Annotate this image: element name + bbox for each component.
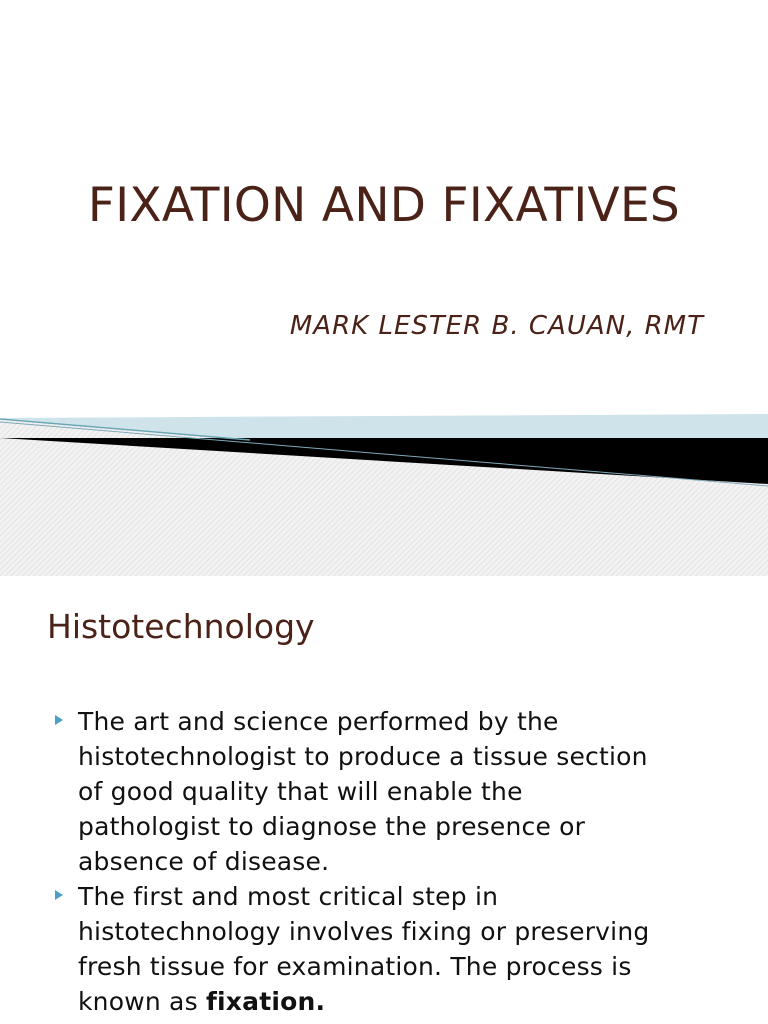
bullet-line: fresh tissue for examination. The process is (78, 952, 632, 981)
content-slide (0, 576, 768, 1024)
bullet-line: pathologist to diagnose the presence or (78, 812, 586, 841)
emphasized-term: fixation. (205, 987, 326, 1016)
slide-heading: Histotechnology (47, 607, 315, 646)
decorative-wedge-band (0, 400, 768, 576)
triangle-right-icon (55, 715, 63, 725)
bullet-line: histotechnology involves fixing or preserving (78, 917, 650, 946)
bullet-line: known as (78, 987, 206, 1016)
triangle-right-icon (55, 890, 63, 900)
bullet-line: The art and science performed by the (78, 707, 559, 736)
slide-subtitle-author: MARK LESTER B. CAUAN, RMT (289, 311, 704, 341)
bullet-item (45, 879, 745, 1019)
bullet-line: of good quality that will enable the (78, 777, 523, 806)
bullet-item (45, 704, 745, 879)
bullet-line: absence of disease. (78, 847, 330, 876)
bullet-list (45, 704, 745, 1019)
bullet-line: histotechnologist to produce a tissue section (78, 742, 648, 771)
bullet-line: The first and most critical step in (78, 882, 499, 911)
slide-title: FIXATION AND FIXATIVES (87, 178, 681, 233)
